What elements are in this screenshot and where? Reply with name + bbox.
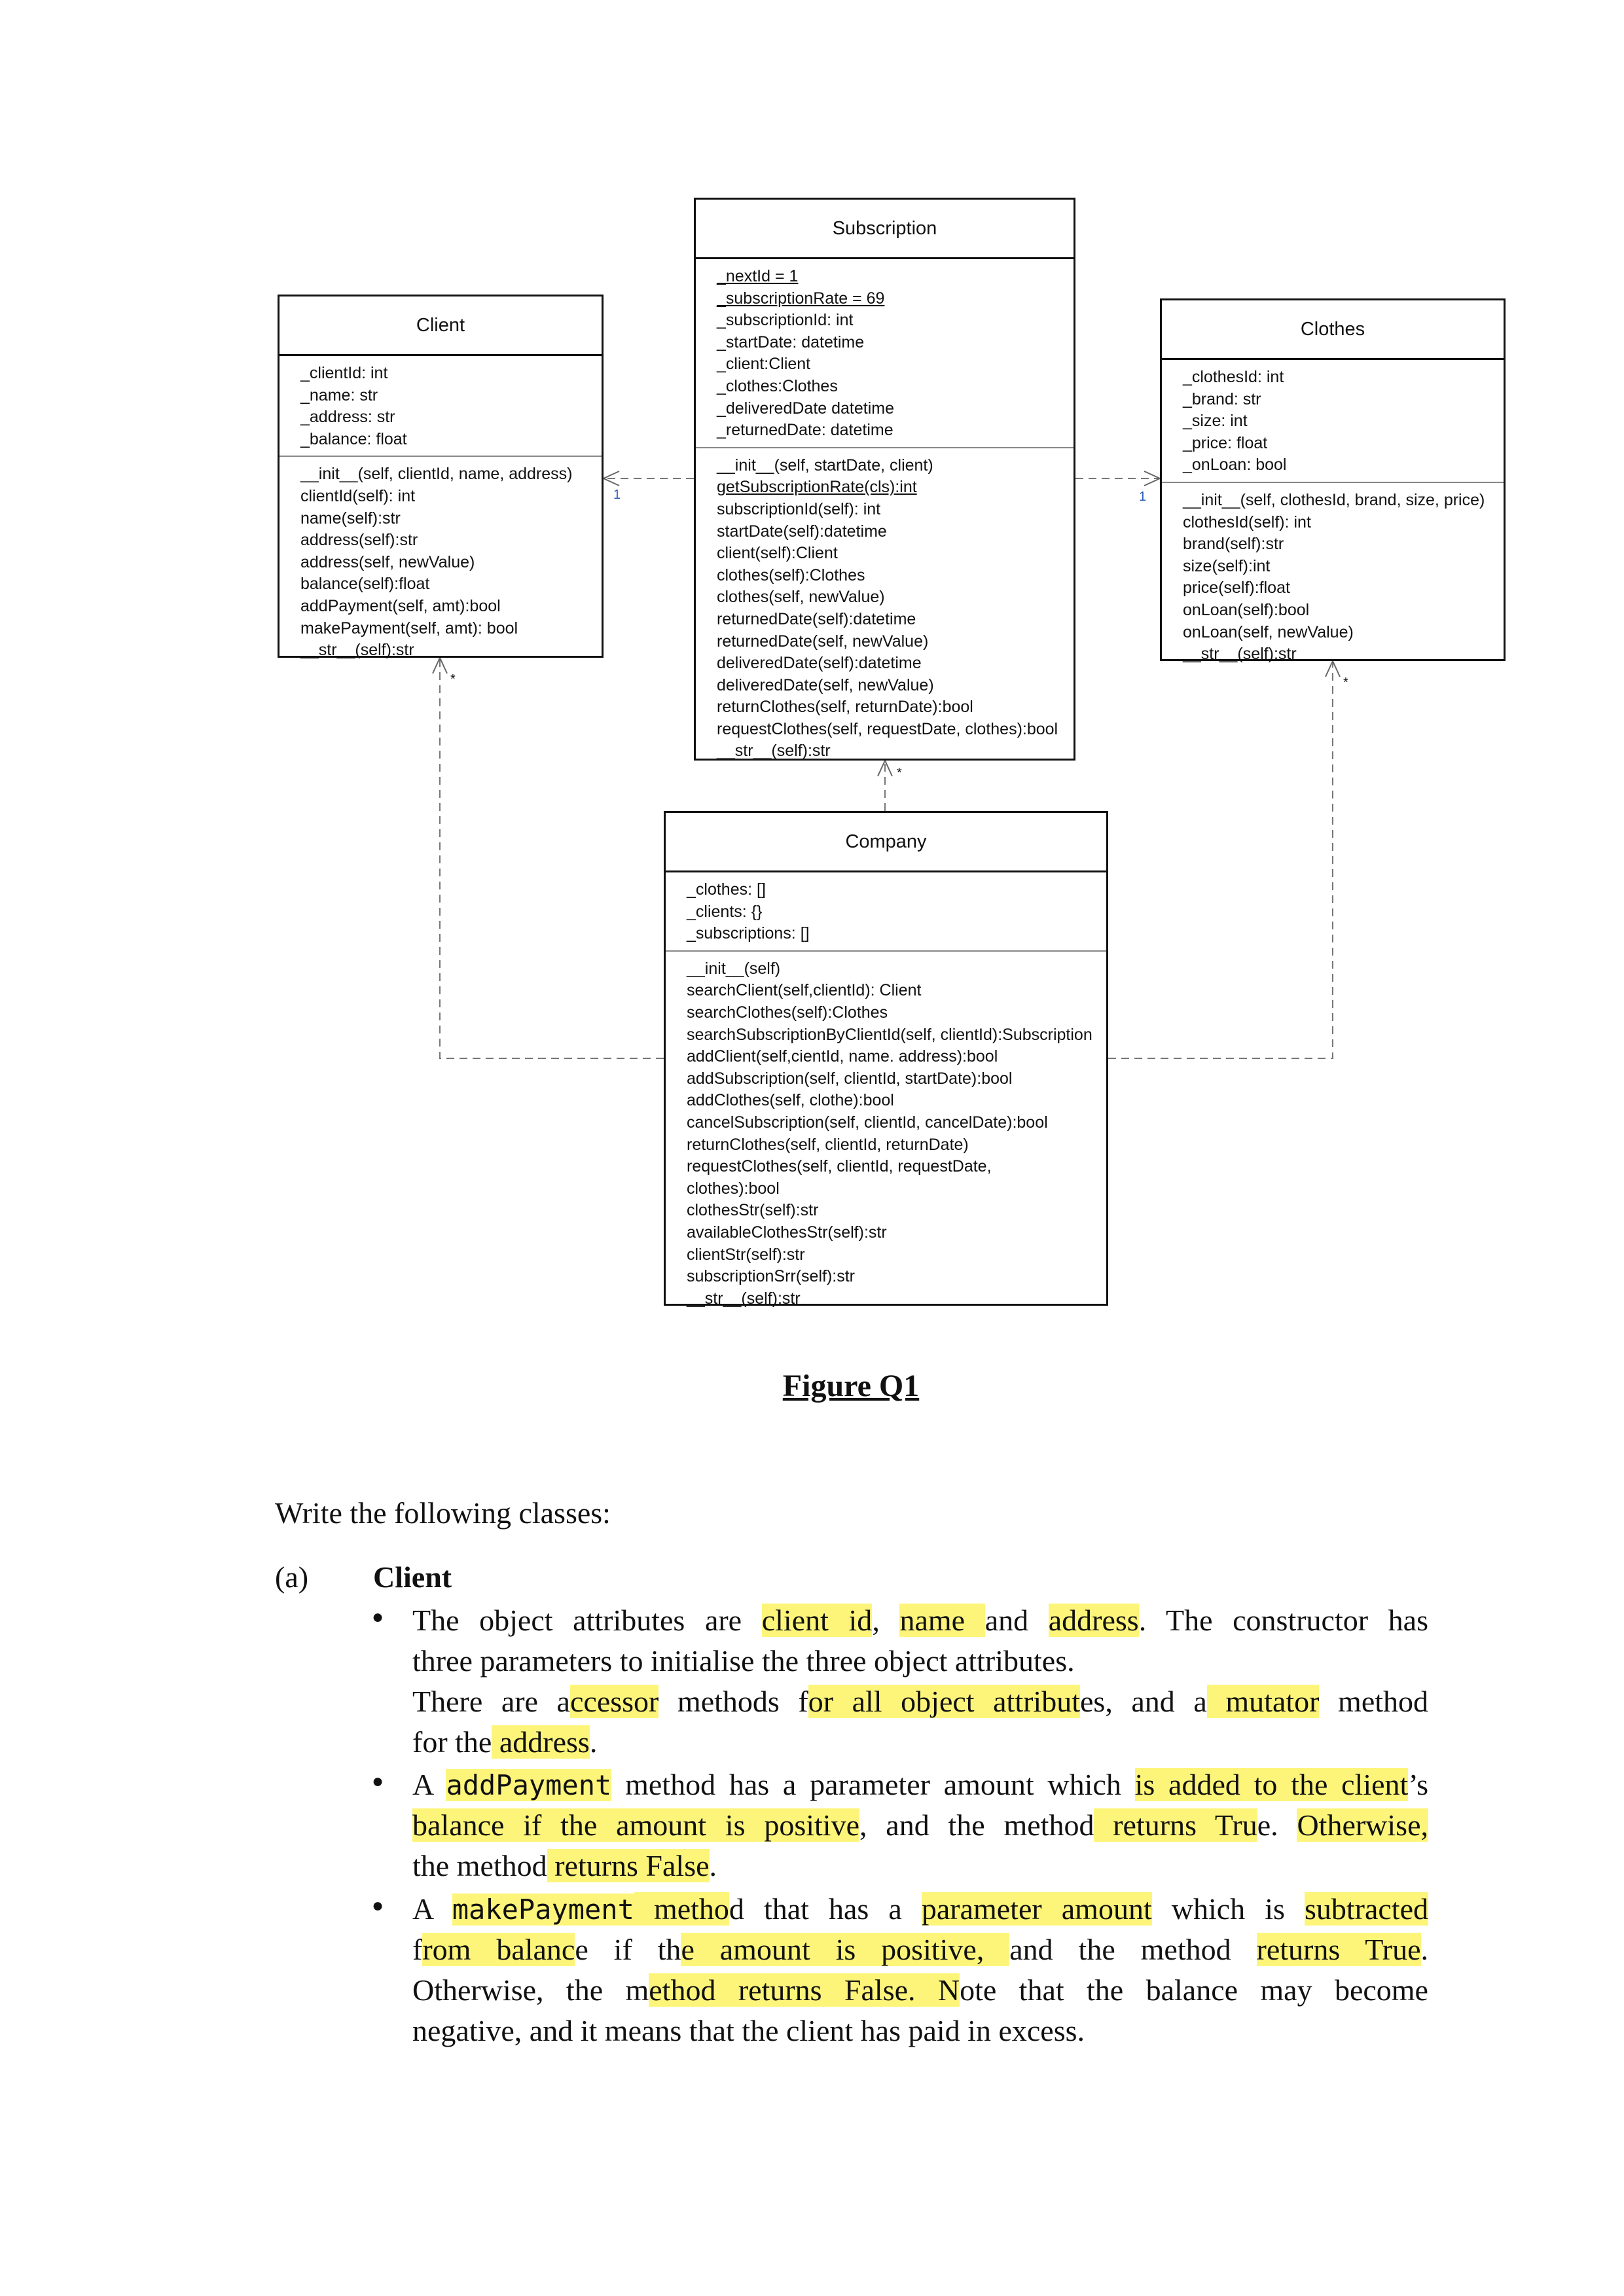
method: brand(self):str [1183, 535, 1284, 554]
method: __str__(self):str [717, 742, 831, 761]
text-run: for the [412, 1725, 492, 1759]
bullet2-line2 [412, 1805, 1428, 1846]
method: __str__(self):str [300, 641, 414, 660]
highlight: client id [761, 1604, 873, 1637]
method: searchSubscriptionByClientId(self, clientId):Subscription [687, 1025, 1092, 1044]
attributes-section [666, 872, 1106, 952]
bullet3-line1 [412, 1889, 1428, 1930]
method: startDate(self):datetime [717, 522, 887, 541]
highlight: Otherwise, [1297, 1808, 1428, 1842]
text-run: which is [1151, 1892, 1305, 1926]
attribute: _nextId = 1 [717, 267, 799, 285]
method: returnedDate(self, newValue) [717, 632, 929, 651]
method: __str__(self):str [687, 1289, 801, 1308]
method: price(self):float [1183, 579, 1290, 598]
highlight-code: addPayment [446, 1769, 612, 1801]
attributes-section [696, 259, 1074, 448]
method: addPayment(self, amt):bool [300, 596, 501, 615]
highlight: returns True [1256, 1933, 1421, 1966]
highlight: ethod returns False. N [649, 1973, 960, 2007]
method: clothesStr(self):str [687, 1201, 819, 1220]
method: subscriptionSrr(self):str [687, 1267, 855, 1286]
multiplicity-client-one: 1 [613, 488, 621, 502]
figure-caption: Figure Q1 [782, 1369, 920, 1403]
attribute: _clientId: int [300, 364, 388, 382]
highlight: returns False [547, 1849, 710, 1882]
class-title: Client [280, 296, 602, 356]
method: getSubscriptionRate(cls):int [717, 478, 917, 497]
section-heading: Client [373, 1560, 452, 1594]
attribute: _subscriptions: [] [687, 924, 810, 943]
text-run: The object attributes are [412, 1604, 762, 1637]
method: client(self):Client [717, 544, 838, 563]
method: returnClothes(self, clientId, returnDate) [687, 1135, 969, 1154]
method: cancelSubscription(self, clientId, cancelDate):bool [687, 1113, 1048, 1132]
method: makePayment(self, amt): bool [300, 619, 518, 637]
attribute: _startDate: datetime [717, 332, 865, 351]
method: __init__(self, clothesId, brand, size, price) [1183, 490, 1485, 509]
highlight: ccessor [569, 1685, 659, 1718]
attribute: _clients: {} [687, 902, 763, 921]
bullet3-line3 [412, 1970, 1428, 2011]
method: returnedDate(self):datetime [717, 609, 916, 628]
company-client-link [440, 658, 664, 1058]
highlight: subtracted [1304, 1892, 1428, 1926]
attribute: _clothes: [] [687, 880, 766, 899]
bullet1-line4 [412, 1722, 597, 1763]
multiplicity-clothes-many: * [1343, 675, 1348, 690]
method: addSubscription(self, clientId, startDate):bool [687, 1069, 1013, 1088]
bullet-icon: ● [372, 1895, 384, 1916]
attributes-section [280, 356, 602, 457]
highlight: balance if the amount is positive [412, 1808, 859, 1842]
text-run: A [412, 1892, 452, 1926]
text-run: , [872, 1604, 900, 1637]
bullet3-line4: negative, and it means that the client has paid in excess. [412, 2014, 1085, 2047]
method: subscriptionId(self): int [717, 499, 881, 518]
method: searchClient(self,clientId): Client [687, 981, 922, 1000]
text-run: ote that the balance may become [960, 1973, 1428, 2007]
attribute: _size: int [1183, 412, 1248, 431]
method: returnClothes(self, returnDate):bool [717, 698, 973, 717]
attribute: _subscriptionRate = 69 [717, 289, 885, 308]
method: address(self):str [300, 531, 418, 550]
highlight: address [1048, 1604, 1139, 1637]
bullet1-line1 [412, 1600, 1428, 1641]
text-run: ’s [1408, 1768, 1428, 1801]
uml-class-subscription [694, 198, 1075, 761]
highlight: mutator [1206, 1685, 1320, 1718]
method: __init__(self) [687, 959, 781, 978]
highlight: rom balanc [422, 1933, 575, 1966]
highlight: parameter amount [921, 1892, 1152, 1926]
method: clothes):bool [687, 1179, 780, 1198]
methods-section [1162, 483, 1504, 670]
text-run: f [412, 1933, 423, 1966]
bullet-icon: ● [372, 1606, 384, 1628]
method: clothesId(self): int [1183, 512, 1311, 531]
text-run: methods f [659, 1685, 808, 1718]
attribute: _client:Client [717, 355, 811, 374]
class-title: Clothes [1162, 300, 1504, 360]
attribute: _brand: str [1183, 389, 1261, 408]
method: name(self):str [300, 509, 401, 528]
method: clientStr(self):str [687, 1245, 805, 1264]
method: address(self, newValue) [300, 552, 475, 571]
bullet1-line3 [412, 1681, 1428, 1722]
bullet3-line2 [412, 1929, 1428, 1970]
method: __init__(self, startDate, client) [717, 456, 933, 475]
intro-text: Write the following classes: [275, 1496, 611, 1530]
text-run: e. [1257, 1808, 1297, 1842]
highlight: address [492, 1725, 590, 1759]
method: onLoan(self):bool [1183, 600, 1310, 619]
attribute: _balance: float [300, 429, 407, 448]
attribute: _returnedDate: datetime [717, 421, 893, 440]
attribute: _name: str [300, 386, 378, 404]
text-run: and [984, 1604, 1049, 1637]
text-run: There are a [412, 1685, 570, 1718]
method: requestClothes(self, requestDate, clothes):bool [717, 719, 1058, 738]
bullet-icon: ● [372, 1770, 384, 1792]
methods-section [666, 952, 1106, 1314]
attributes-section [1162, 360, 1504, 483]
method: __str__(self):str [1183, 645, 1297, 664]
highlight: returns Tru [1094, 1808, 1257, 1842]
text-run: method has a parameter amount which [611, 1768, 1135, 1801]
multiplicity-client-many: * [450, 672, 456, 687]
highlight: or all object attribut [808, 1685, 1080, 1718]
uml-class-client [278, 295, 604, 658]
method: deliveredDate(self, newValue) [717, 675, 934, 694]
highlight: metho [634, 1892, 729, 1926]
class-title: Subscription [696, 200, 1074, 259]
text-run: . The constructor has [1138, 1604, 1429, 1637]
bullet2-line1 [412, 1765, 1428, 1806]
uml-class-clothes [1160, 298, 1506, 664]
text-run: d that has a [729, 1892, 922, 1926]
attribute: _address: str [300, 408, 395, 427]
method: deliveredDate(self):datetime [717, 654, 922, 673]
attribute: _onLoan: bool [1183, 456, 1287, 475]
method: addClothes(self, clothe):bool [687, 1091, 894, 1110]
attribute: _subscriptionId: int [717, 311, 854, 330]
text-run: . [1420, 1933, 1429, 1966]
multiplicity-clothes-one: 1 [1139, 490, 1147, 504]
highlight: is added to the client [1134, 1768, 1409, 1801]
method: addClient(self,cientId, name. address):bool [687, 1047, 998, 1066]
method: size(self):int [1183, 556, 1271, 575]
text-run: Otherwise, the m [412, 1973, 649, 2007]
text-run: and the method [1009, 1933, 1257, 1966]
attribute: _clothesId: int [1183, 368, 1284, 386]
method: availableClothesStr(self):str [687, 1223, 887, 1242]
text-run: the method [412, 1849, 547, 1882]
highlight: e amount is positive, [681, 1933, 1010, 1966]
text-run: method [1319, 1685, 1429, 1718]
section-label: (a) [275, 1560, 309, 1594]
method: onLoan(self, newValue) [1183, 622, 1354, 641]
text-run: . [709, 1849, 717, 1882]
text-run: es, and a [1080, 1685, 1207, 1718]
class-title: Company [666, 813, 1106, 872]
highlight-code: makePayment [452, 1893, 634, 1926]
method: __init__(self, clientId, name, address) [300, 465, 573, 484]
text-run: A [412, 1768, 446, 1801]
bullet1-line2: three parameters to initialise the three object attributes. [412, 1644, 1075, 1677]
methods-section [696, 448, 1074, 766]
method: clientId(self): int [300, 486, 416, 505]
method: clothes(self):Clothes [717, 565, 865, 584]
attribute: _clothes:Clothes [717, 376, 838, 395]
uml-class-company [664, 811, 1108, 1306]
method: requestClothes(self, clientId, requestDate, [687, 1157, 992, 1176]
method: balance(self):float [300, 575, 430, 594]
multiplicity-subscription-many: * [897, 766, 902, 780]
text-run: e if th [575, 1933, 681, 1966]
company-clothes-link [1108, 661, 1333, 1058]
highlight: name [899, 1604, 985, 1637]
text-run: , and the method [859, 1808, 1094, 1842]
text-run: . [589, 1725, 598, 1759]
methods-section [280, 457, 602, 665]
bullet2-line3 [412, 1846, 717, 1886]
method: clothes(self, newValue) [717, 588, 885, 607]
method: searchClothes(self):Clothes [687, 1003, 888, 1022]
attribute: _price: float [1183, 433, 1268, 452]
attribute: _deliveredDate datetime [717, 399, 894, 418]
